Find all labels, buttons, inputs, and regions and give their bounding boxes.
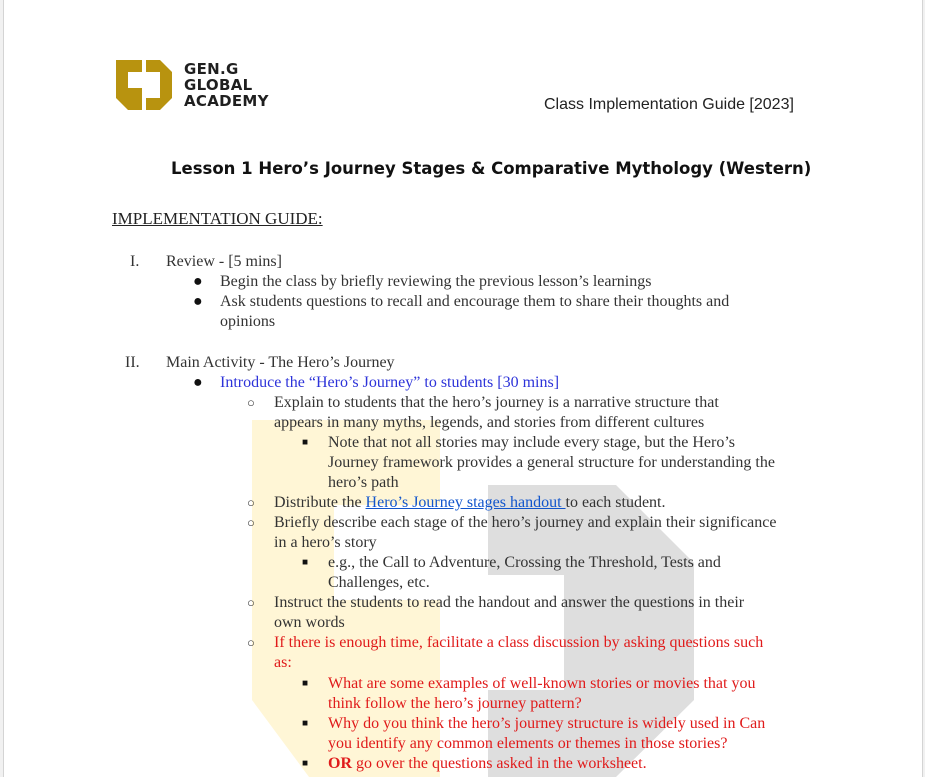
- section-numeral: I.: [130, 253, 140, 270]
- list-item-cont: Journey framework provides a general structure for understanding the: [328, 454, 775, 471]
- bullet-circle: ○: [247, 515, 255, 530]
- list-item-cont: appears in many myths, legends, and stories from different cultures: [274, 414, 705, 431]
- list-item: If there is enough time, facilitate a class discussion by asking questions such: [274, 634, 764, 651]
- section-numeral: II.: [125, 354, 140, 371]
- handout-link[interactable]: Hero’s Journey stages handout: [365, 494, 566, 511]
- logo-line-1: GEN.G: [184, 60, 239, 78]
- list-item-text: go over the questions asked in the worksheet.: [352, 755, 647, 772]
- list-item: [274, 493, 665, 513]
- intro-item: Introduce the “Hero’s Journey” to students [30 mins]: [220, 374, 560, 391]
- logo-text: [184, 61, 269, 109]
- list-item-cont: opinions: [220, 313, 276, 330]
- list-item: [328, 754, 647, 774]
- document-page: [3, 0, 923, 777]
- bullet-circle: ○: [247, 595, 255, 610]
- list-item: Why do you think the hero’s journey structure is widely used in Can: [328, 715, 766, 732]
- section-heading: IMPLEMENTATION GUIDE:: [112, 209, 323, 228]
- list-item: Begin the class by briefly reviewing the previous lesson’s learnings: [220, 273, 652, 290]
- list-item: Instruct the students to read the handout and answer the questions in their: [274, 594, 745, 611]
- section-title: Main Activity - The Hero’s Journey: [166, 354, 395, 371]
- list-item-cont: hero’s path: [328, 474, 399, 491]
- list-item-cont: Challenges, etc.: [328, 574, 430, 591]
- list-item-cont: as:: [274, 654, 292, 671]
- lesson-title: Lesson 1 Hero’s Journey Stages & Comparative Mythology (Western): [171, 159, 812, 178]
- header-title: Class Implementation Guide [2023]: [544, 96, 794, 113]
- gen-g-logo-icon: [114, 58, 174, 110]
- list-item-cont: own words: [274, 614, 345, 631]
- bullet-dot: ●: [193, 293, 203, 310]
- bullet-square: ■: [302, 437, 309, 448]
- list-item: Ask students questions to recall and encourage them to share their thoughts and: [220, 293, 730, 310]
- bullet-square: ■: [302, 718, 309, 729]
- bold-or: OR: [328, 755, 352, 772]
- bullet-square: ■: [302, 758, 309, 769]
- list-item-cont: you identify any common elements or themes in those stories?: [328, 735, 728, 752]
- bullet-square: ■: [302, 678, 309, 689]
- list-item-text: Distribute the: [274, 494, 366, 511]
- list-item-cont: in a hero’s story: [274, 534, 377, 551]
- list-item-cont: think follow the hero’s journey pattern?: [328, 695, 582, 712]
- logo-line-2: GLOBAL: [184, 76, 253, 94]
- list-item: Explain to students that the hero’s journey is a narrative structure that: [274, 394, 719, 411]
- bullet-dot: ●: [193, 374, 203, 391]
- list-item: Note that not all stories may include every stage, but the Hero’s: [328, 434, 735, 451]
- bullet-square: ■: [302, 557, 309, 568]
- list-item-text: to each student.: [565, 494, 666, 511]
- bullet-dot: ●: [193, 273, 203, 290]
- bullet-circle: ○: [247, 635, 255, 650]
- logo-line-3: ACADEMY: [184, 92, 269, 110]
- list-item: e.g., the Call to Adventure, Crossing the Threshold, Tests and: [328, 554, 721, 571]
- section-title: Review - [5 mins]: [166, 253, 282, 270]
- bullet-circle: ○: [247, 495, 255, 510]
- list-item: Briefly describe each stage of the hero’s journey and explain their significance: [274, 514, 777, 531]
- list-item: What are some examples of well-known stories or movies that you: [328, 675, 756, 692]
- bullet-circle: ○: [247, 395, 255, 410]
